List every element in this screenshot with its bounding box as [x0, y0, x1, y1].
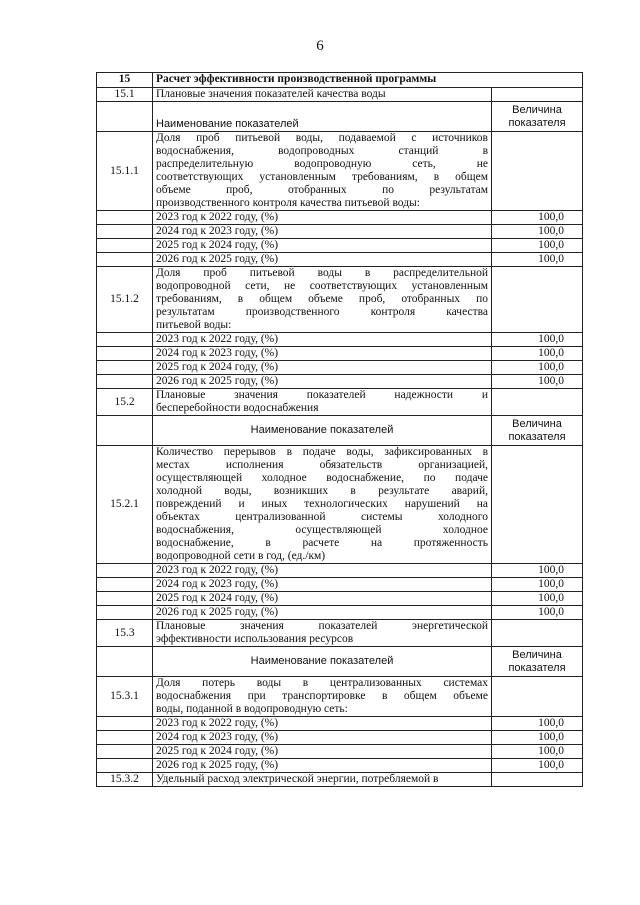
year-label: 2025 год к 2024 году, (%) [153, 592, 492, 606]
text-line: распределительную водопроводную сеть, не [156, 158, 488, 170]
year-label: 2025 год к 2024 году, (%) [153, 745, 492, 759]
subsection-number: 15.2 [97, 389, 153, 416]
year-label: 2023 год к 2022 году, (%) [153, 211, 492, 225]
indicator-value: 100,0 [492, 239, 583, 253]
column-header-name: Наименование показателей [153, 647, 492, 677]
empty-cell [97, 347, 153, 361]
empty-cell [492, 446, 583, 564]
column-header-name: Наименование показателей [153, 416, 492, 446]
section-number: 15 [97, 73, 153, 88]
empty-cell [97, 375, 153, 389]
indicator-number: 15.2.1 [97, 446, 153, 564]
indicator-description [153, 132, 492, 211]
empty-cell [97, 225, 153, 239]
empty-cell [97, 647, 153, 677]
subsection-title [153, 620, 492, 647]
indicator-value: 100,0 [492, 253, 583, 267]
empty-cell [97, 239, 153, 253]
empty-cell [97, 717, 153, 731]
text-line: водопроводной сети в год, (ед./км) [156, 550, 326, 562]
text-line: местах исполнения обязательств организацией, [156, 459, 488, 471]
text-line: водоснабжение, в расчете на протяженность [156, 537, 488, 549]
indicator-value: 100,0 [492, 717, 583, 731]
indicator-value: 100,0 [492, 375, 583, 389]
empty-cell [97, 606, 153, 620]
column-header-name: Наименование показателей [153, 102, 492, 132]
empty-cell [97, 416, 153, 446]
year-label: 2026 год к 2025 году, (%) [153, 606, 492, 620]
indicator-value: 100,0 [492, 333, 583, 347]
empty-cell [97, 253, 153, 267]
empty-cell [492, 267, 583, 333]
indicator-number: 15.1.2 [97, 267, 153, 333]
year-label: 2026 год к 2025 году, (%) [153, 759, 492, 773]
indicator-value: 100,0 [492, 759, 583, 773]
text-line: производственного контроля качества питьевой воды: [156, 197, 420, 209]
text-line: Доля проб питьевой воды, подаваемой с источников [156, 132, 488, 144]
indicator-value: 100,0 [492, 211, 583, 225]
indicator-description [153, 677, 492, 717]
text-line: эффективности использования ресурсов [156, 633, 354, 645]
column-header-value: Величина показателя [492, 647, 583, 677]
year-label: 2024 год к 2023 году, (%) [153, 578, 492, 592]
empty-cell [97, 361, 153, 375]
text-line: Плановые значения показателей энергетической [156, 620, 488, 632]
text-line: Плановые значения показателей надежности и [156, 389, 488, 401]
production-program-table [96, 72, 583, 787]
indicator-description [153, 446, 492, 564]
indicator-value: 100,0 [492, 745, 583, 759]
text-line: повреждений и иных технологических нарушений на [156, 498, 488, 510]
indicator-number: 15.1.1 [97, 132, 153, 211]
text-line: холодной воды, возникших в результате аварий, [156, 485, 488, 497]
indicator-value: 100,0 [492, 225, 583, 239]
text-line: объеме проб, отобранных по результатам [156, 184, 488, 196]
empty-cell [97, 211, 153, 225]
page-number: 6 [316, 38, 324, 54]
indicator-value: 100,0 [492, 592, 583, 606]
empty-cell [492, 677, 583, 717]
empty-cell [492, 620, 583, 647]
text-line: Доля потерь воды в централизованных системах [156, 677, 488, 689]
year-label: 2025 год к 2024 году, (%) [153, 361, 492, 375]
year-label: 2023 год к 2022 году, (%) [153, 717, 492, 731]
column-header-value: Величина показателя [492, 416, 583, 446]
empty-cell [97, 592, 153, 606]
text-line: Доля проб питьевой воды в распределительной [156, 267, 488, 279]
subsection-number: 15.1 [97, 88, 153, 102]
subsection-title: Плановые значения показателей качества воды [153, 88, 492, 102]
indicator-value: 100,0 [492, 606, 583, 620]
empty-cell [492, 132, 583, 211]
column-header-value: Величина показателя [492, 102, 583, 132]
empty-cell [97, 731, 153, 745]
empty-cell [97, 578, 153, 592]
text-line: бесперебойности водоснабжения [156, 402, 319, 414]
text-line: водоснабжения, осуществляющей холодное [156, 524, 488, 536]
indicator-value: 100,0 [492, 361, 583, 375]
empty-cell [97, 759, 153, 773]
subsection-number: 15.3 [97, 620, 153, 647]
text-line: водоснабжения, водопроводных станций в [156, 145, 488, 157]
indicator-number: 15.3.2 [97, 773, 153, 787]
text-line: соответствующих установленным требованиям, в общем [156, 171, 488, 183]
year-label: 2023 год к 2022 году, (%) [153, 564, 492, 578]
year-label: 2026 год к 2025 году, (%) [153, 375, 492, 389]
year-label: 2026 год к 2025 году, (%) [153, 253, 492, 267]
indicator-value: 100,0 [492, 564, 583, 578]
empty-cell [97, 745, 153, 759]
indicator-value: 100,0 [492, 347, 583, 361]
text-line: водоснабжения при транспортировке в общем объеме [156, 690, 488, 702]
year-label: 2023 год к 2022 году, (%) [153, 333, 492, 347]
empty-cell [492, 773, 583, 787]
empty-cell [97, 333, 153, 347]
year-label: 2024 год к 2023 году, (%) [153, 225, 492, 239]
text-line: питьевой воды: [156, 319, 232, 331]
year-label: 2024 год к 2023 году, (%) [153, 347, 492, 361]
indicator-description: Удельный расход электрической энергии, потребляемой в [153, 773, 492, 787]
subsection-title [153, 389, 492, 416]
text-line: требованиям, в общем объеме проб, отобранных по [156, 293, 488, 305]
empty-cell [492, 88, 583, 102]
year-label: 2024 год к 2023 году, (%) [153, 731, 492, 745]
text-line: осуществляющей холодное водоснабжение, по подаче [156, 472, 488, 484]
empty-cell [492, 389, 583, 416]
section-title: Расчет эффективности производственной программы [153, 73, 583, 88]
text-line: водопроводной сети, не соответствующих установленным [156, 280, 488, 292]
indicator-value: 100,0 [492, 578, 583, 592]
indicator-value: 100,0 [492, 731, 583, 745]
empty-cell [97, 102, 153, 132]
text-line: воды, поданной в водопроводную сеть: [156, 703, 348, 715]
indicator-number: 15.3.1 [97, 677, 153, 717]
text-line: объектах централизованной системы холодного [156, 511, 488, 523]
year-label: 2025 год к 2024 году, (%) [153, 239, 492, 253]
indicator-description [153, 267, 492, 333]
empty-cell [97, 564, 153, 578]
text-line: Количество перерывов в подаче воды, зафиксированных в [156, 446, 488, 458]
text-line: результатам производственного контроля качества [156, 306, 488, 318]
